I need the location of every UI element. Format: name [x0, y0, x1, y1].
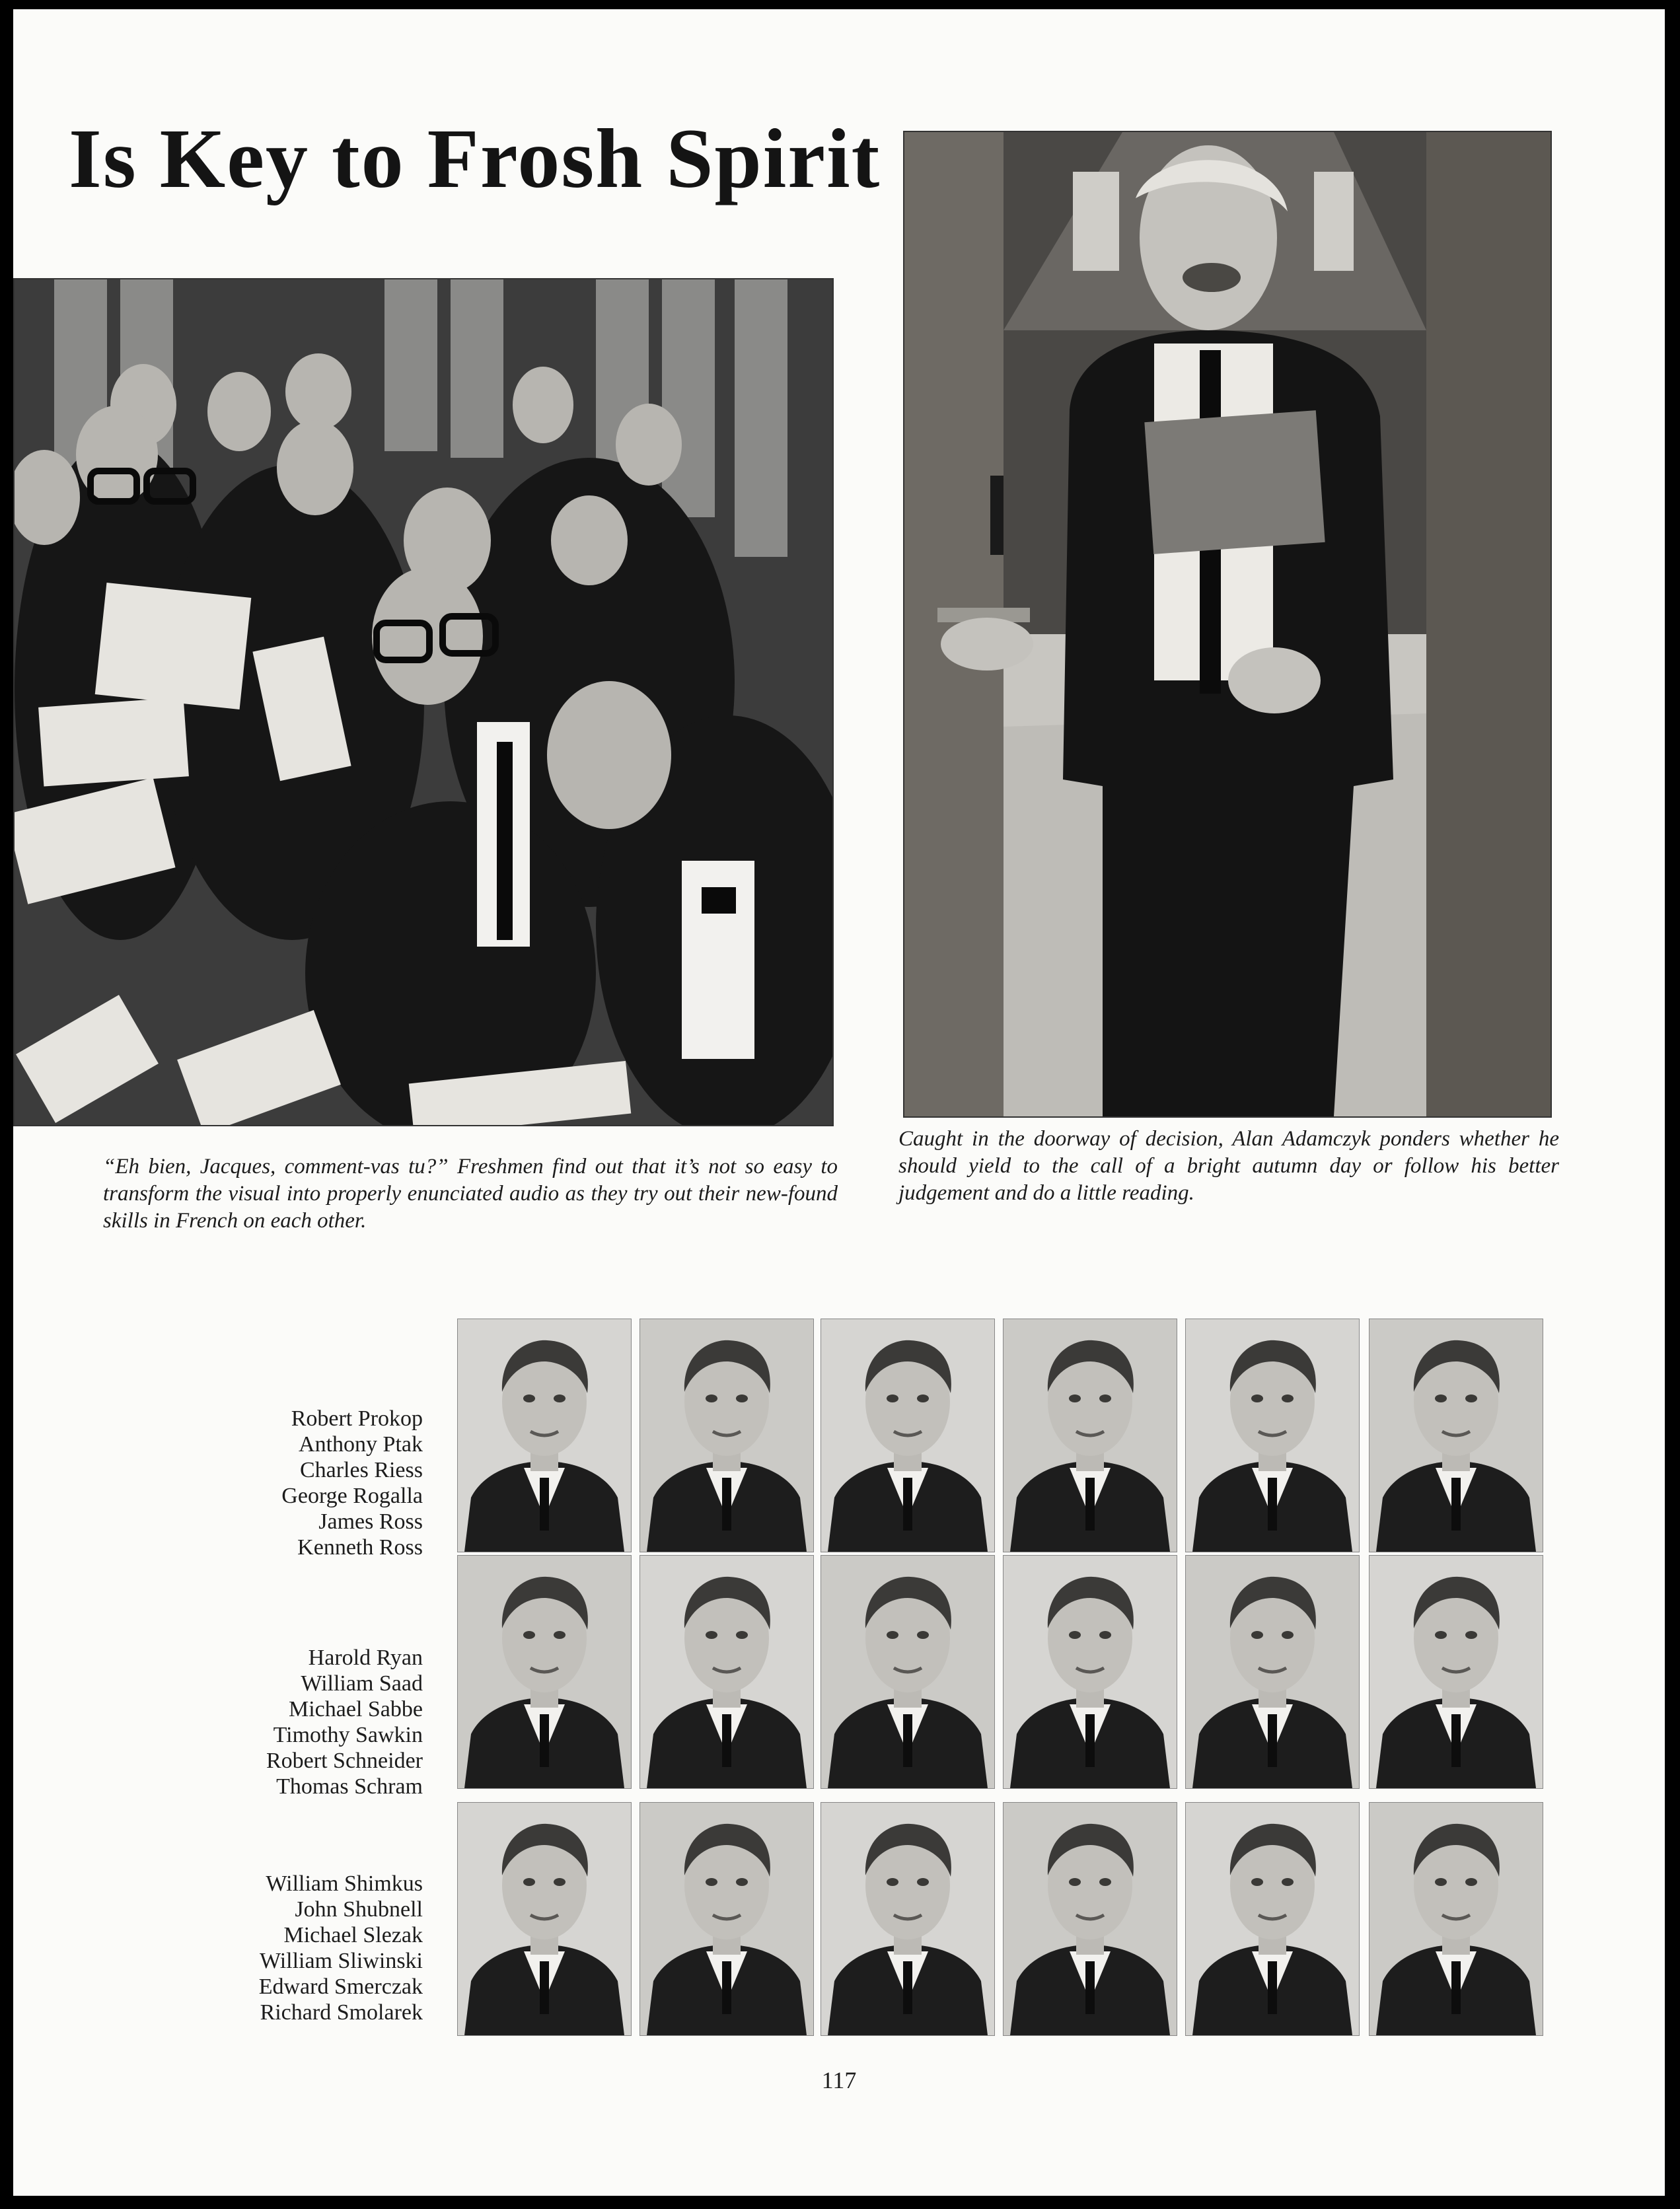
page-number: 117 — [821, 2067, 857, 2093]
student-portrait — [1185, 1802, 1360, 2036]
student-portrait — [1185, 1319, 1360, 1552]
caption-right: Caught in the doorway of decision, Alan Adamczyk ponders whether he should yield to the call of a bright autumn day or follow his better judgement and do a little reading. — [898, 1127, 1559, 1205]
student-name: Harold Ryan — [308, 1646, 423, 1670]
student-name: Edward Smerczak — [258, 1974, 423, 1999]
student-name: Robert Prokop — [291, 1406, 423, 1431]
student-portrait — [1369, 1802, 1543, 2036]
student-name: Michael Slezak — [283, 1923, 423, 1947]
student-name: Thomas Schram — [276, 1774, 423, 1799]
student-portrait — [1003, 1802, 1177, 2036]
student-name: Timothy Sawkin — [273, 1723, 423, 1747]
photo-boy-in-doorway — [903, 131, 1552, 1118]
student-portrait — [1185, 1555, 1360, 1789]
student-portrait — [457, 1802, 632, 2036]
student-portrait — [821, 1555, 995, 1789]
student-name: William Sliwinski — [259, 1949, 423, 1973]
student-portrait — [457, 1319, 632, 1552]
headline: Is Key to Frosh Spirit — [69, 112, 881, 205]
student-name: Charles Riess — [299, 1458, 423, 1482]
name-list-row-2 — [185, 1645, 423, 1799]
student-name: Kenneth Ross — [297, 1535, 423, 1560]
student-name: Richard Smolarek — [260, 2000, 423, 2025]
student-portrait — [1003, 1555, 1177, 1789]
student-name: Michael Sabbe — [289, 1697, 423, 1721]
name-list-row-1 — [185, 1406, 423, 1560]
name-list-row-3 — [185, 1871, 423, 2025]
student-portrait — [1369, 1319, 1543, 1552]
student-portrait — [1003, 1319, 1177, 1552]
student-portrait — [639, 1555, 814, 1789]
student-name: Anthony Ptak — [299, 1432, 423, 1457]
student-name: William Saad — [301, 1671, 423, 1696]
yearbook-page — [13, 9, 1665, 2196]
student-portrait — [639, 1319, 814, 1552]
student-name: James Ross — [318, 1509, 423, 1534]
student-name: Robert Schneider — [266, 1749, 423, 1773]
student-portrait — [1369, 1555, 1543, 1789]
student-portrait — [821, 1802, 995, 2036]
student-portrait — [457, 1555, 632, 1789]
photo-students-reading-french — [13, 278, 834, 1126]
caption-left: “Eh bien, Jacques, comment-vas tu?” Freshmen find out that it’s not so easy to transform the visual into properly enunciated audio as they try out their new-found skills in French on each other. — [103, 1155, 838, 1233]
student-name: John Shubnell — [295, 1897, 423, 1922]
student-name: George Rogalla — [281, 1484, 423, 1508]
student-portrait — [821, 1319, 995, 1552]
student-name: William Shimkus — [266, 1871, 423, 1896]
student-portrait — [639, 1802, 814, 2036]
